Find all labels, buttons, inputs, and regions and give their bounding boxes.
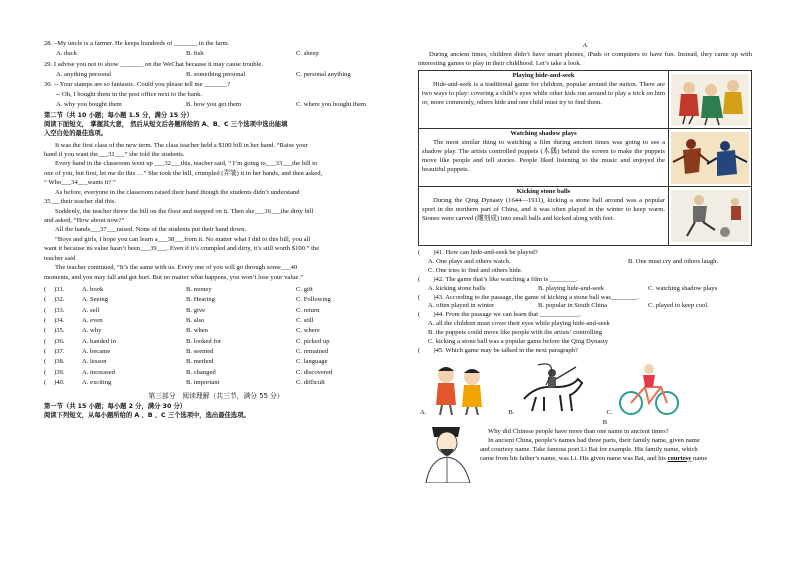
q30-option-b[interactable]: B. how you get them bbox=[186, 101, 242, 109]
q28-option-b[interactable]: B. fish bbox=[186, 50, 204, 58]
li-bai-portrait bbox=[418, 419, 476, 483]
passage-b-label: B bbox=[602, 419, 608, 427]
cloze-option-row: ( )34. A. even B. also C. still bbox=[44, 316, 314, 324]
q44-stem: ( )44. From the passage we can learn that ____________. bbox=[418, 311, 581, 319]
q41-option-c[interactable]: C. One tries to find and others hide. bbox=[428, 267, 523, 275]
q29-option-b[interactable]: B. something personal bbox=[186, 70, 246, 78]
game-row-hide-and-seek bbox=[419, 71, 751, 129]
kids-picture bbox=[428, 363, 490, 417]
cloze-option-row: ( )35. A. why B. when C. where bbox=[44, 327, 320, 335]
passage-line: The teacher continued, “It’s the same with us. Every one of you will go through some___40 bbox=[55, 264, 298, 272]
cloze-option-row: ( )40. A. exciting B. important C. difficult bbox=[44, 379, 325, 387]
passage-line: one of you, but first, let me do this …” She took the bill, crumpled (弄皱) it in her hands, and then asked, bbox=[44, 169, 323, 177]
passage-line: “Boys and girls, I hope you can learn a___38___from it. No matter what I did to this bill, you all bbox=[55, 235, 311, 243]
q43-option-c[interactable]: C. played to keep cool. bbox=[648, 302, 709, 310]
q41-option-b[interactable]: B. One must cry and others laugh. bbox=[628, 258, 719, 266]
cloze-option-row: ( )31. A. book B. money C. gift bbox=[44, 285, 313, 293]
passage-line: “ Who___34___wants it? ” bbox=[44, 179, 116, 187]
q45-option-a[interactable]: A. bbox=[420, 408, 427, 416]
q30-reply: -- Oh, I bought them in the post office next to the bank. bbox=[56, 91, 203, 99]
game-row-stone-balls bbox=[419, 187, 751, 245]
cloze-passage bbox=[44, 141, 388, 282]
cloze-option-row: ( )39. A. increased B. changed C. discovered bbox=[44, 368, 333, 376]
right-column bbox=[418, 40, 752, 464]
passage-line: hand if you want the___31___” she told the students. bbox=[44, 151, 185, 159]
section-2-heading-3: 入空白处的最佳选项。 bbox=[44, 129, 107, 137]
passage-line: moments, and you may fall and get hurt. But no matter what happens, you won’t lose your value.” bbox=[44, 273, 303, 281]
shadow-play-picture bbox=[669, 129, 751, 186]
passage-line: 35___their teacher did this. bbox=[44, 198, 117, 206]
q43 bbox=[418, 294, 752, 312]
q41-stem: ( )41. How can hide-and-seek be played? bbox=[418, 249, 538, 257]
cloze-option-row: ( )37. A. became B. seemed C. remained bbox=[44, 348, 329, 356]
passage-line: As before, everyone in the classroom raised their hand though the students didn’t understand bbox=[55, 188, 300, 196]
games-table bbox=[418, 70, 752, 246]
q29-stem: 29. I advise you not to show _______ on the WeChat because it may cause trouble. bbox=[44, 60, 263, 68]
passage-line: It was the first class of the new term. The class teacher held a $100 bill in her hand. “Raise your bbox=[55, 141, 308, 149]
hide-and-seek-picture bbox=[669, 71, 751, 128]
game-title: Watching shadow plays bbox=[510, 130, 577, 138]
passage-line: Suddenly, the teacher threw the bill on the floor and stepped on it. Then she___36___the dirty bill bbox=[55, 207, 314, 215]
q44-option-b[interactable]: B. the puppets could move like people with the artists’ controlling bbox=[428, 328, 603, 336]
passage-b bbox=[418, 419, 752, 463]
section-1-heading-2: 阅读下列短文，从每小题所给的 A 、B 、C 三个选项中，选出最佳选项。 bbox=[44, 411, 250, 419]
passage-line: All the hands___37___raised. None of the students put their hand down. bbox=[55, 226, 247, 234]
q29-option-a[interactable]: A. anything personal bbox=[56, 70, 112, 78]
q30-option-a[interactable]: A. why you bought them bbox=[56, 101, 122, 109]
passage-line: Every hand in the classroom went up ___32___this, teacher said, “ I’m going to___33___the bill to bbox=[55, 160, 318, 168]
game-text: The most similar thing to watching a film during ancient times was going to see a shadow play. The artists controlled puppets (木偶) behind the screen to make the puppets move like people and tell stories. People liked listening to the music and enjoyed the beautiful puppets. bbox=[422, 139, 665, 173]
q30-option-c[interactable]: C. where you bought them bbox=[296, 101, 367, 109]
q44-option-a[interactable]: A. all the children must cover their eyes while playing hide-and-seek bbox=[428, 320, 610, 328]
q45-stem: ( )45. Which game may be talked in the next paragraph? bbox=[418, 346, 578, 354]
q42-option-a[interactable]: A. kicking stone balls bbox=[428, 284, 486, 292]
passage-b-text: and courtesy name. Take famous poet Li Bai for example. His family name, which bbox=[480, 445, 698, 453]
cloze-option-row: ( )33. A. sell B. give C. return bbox=[44, 306, 320, 314]
section-2-heading-1: 第二节（共 10 小题；每小题 1.5 分，满分 15 分） bbox=[44, 111, 193, 119]
q43-stem: ( )43. According to the passage, the game of kicking a stone ball was________. bbox=[418, 293, 640, 301]
game-text: Hide-and-seek is a traditional game for children, popular around the nation. There are two ways to play: covering a child’s eyes while other kids run around to play a trick on him or, more commonly, others hide and one child must try to find them. bbox=[422, 81, 665, 106]
q45-option-b[interactable]: B. bbox=[508, 408, 515, 416]
left-column bbox=[44, 40, 388, 421]
q42-stem: ( )42. The game that’s like watching a film is ________. bbox=[418, 275, 578, 283]
q43-option-b[interactable]: B. popular in South China bbox=[538, 302, 608, 310]
q43-option-a[interactable]: A. often played in winter bbox=[428, 302, 495, 310]
stone-ball-picture bbox=[669, 187, 751, 245]
game-text: During the Qing Dynasty (1644—1911), kicking a stone ball around was a popular sport in the northern part of China, and it was often played in the winter to keep warm. Stones were carved (雕刻成) into small balls and kicked along with feet. bbox=[422, 197, 665, 222]
game-row-shadow-plays bbox=[419, 129, 751, 187]
q28-options bbox=[44, 50, 388, 59]
q45-option-c[interactable]: C. bbox=[606, 408, 613, 416]
cloze-option-row: ( )36. A. handed in B. looked for C. picked up bbox=[44, 337, 330, 345]
q42 bbox=[418, 276, 752, 294]
q41 bbox=[418, 249, 752, 275]
section-2-heading-2: 阅读下面短文， 掌握其大意， 然后从短文后各题所给的 A、B、C 三个选项中选出能填 bbox=[44, 120, 288, 128]
cloze-option-row: ( )32. A. Seeing B. Hearing C. Following bbox=[44, 296, 331, 304]
q30-options bbox=[44, 101, 388, 110]
q28-option-c[interactable]: C. sheep bbox=[296, 50, 319, 58]
passage-line: and asked, “How about now?” bbox=[44, 216, 125, 224]
passage-b-text: In ancient China, people’s names had three parts, their family name, given name bbox=[488, 437, 700, 445]
horse-archer-picture bbox=[516, 361, 588, 417]
cloze-option-row: ( )38. A. lesson B. method C. language bbox=[44, 358, 328, 366]
courtesy-word: courtesy bbox=[667, 454, 692, 462]
q30-stem: 30. -- Your stamps are so fantastic. Could you please tell me _______? bbox=[44, 81, 231, 89]
passage-line: want it because its value hasn’t been___39___. Even if it’s crumpled and dirty, it’s still worth $100.” the bbox=[44, 245, 320, 253]
q44 bbox=[418, 311, 752, 346]
game-title: Kicking stone balls bbox=[516, 188, 571, 196]
part-3-title: 第三部分 阅读理解（共三节，满分 55 分） bbox=[148, 391, 284, 400]
q28-option-a[interactable]: A. duck bbox=[56, 50, 77, 58]
passage-line: teacher said bbox=[44, 254, 76, 262]
q28-stem: 28. –My uncle is a farmer. He keeps hundreds of _______ in the farm. bbox=[44, 40, 230, 47]
cloze-options-table bbox=[44, 285, 388, 389]
q29-option-c[interactable]: C. personal anything bbox=[296, 70, 351, 78]
q44-option-c[interactable]: C. kicking a stone ball was a popular game before the Qing Dynasty bbox=[428, 337, 608, 345]
q41-option-a[interactable]: A. One plays and others watch. bbox=[428, 258, 511, 266]
q45-picture-options bbox=[418, 357, 752, 417]
game-title: Playing hide-and-seek bbox=[512, 72, 575, 80]
passage-b-text: came from his father’s name, was Li. His given name was Bai, and his courtesy name bbox=[480, 454, 708, 462]
q29-options bbox=[44, 71, 388, 80]
section-1-heading-1: 第一节（共 15 小题；每小题 2 分，满分 30 分） bbox=[44, 402, 187, 410]
bicycle-picture bbox=[615, 363, 683, 417]
passage-a-intro: During ancient times, children didn’t have smart phones, iPads or computers to have fun. Instead, they came up with interesting games to play in their childhood. Let’s take a look. bbox=[418, 50, 752, 67]
passage-b-question: Why did Chinese people have more than one name in ancient times? bbox=[488, 428, 669, 436]
q42-option-c[interactable]: C. watching shadow plays bbox=[648, 284, 718, 292]
passage-a-label: A bbox=[582, 42, 588, 49]
q42-option-b[interactable]: B. playing hide-and-seek bbox=[538, 284, 605, 292]
q45 bbox=[418, 347, 752, 418]
